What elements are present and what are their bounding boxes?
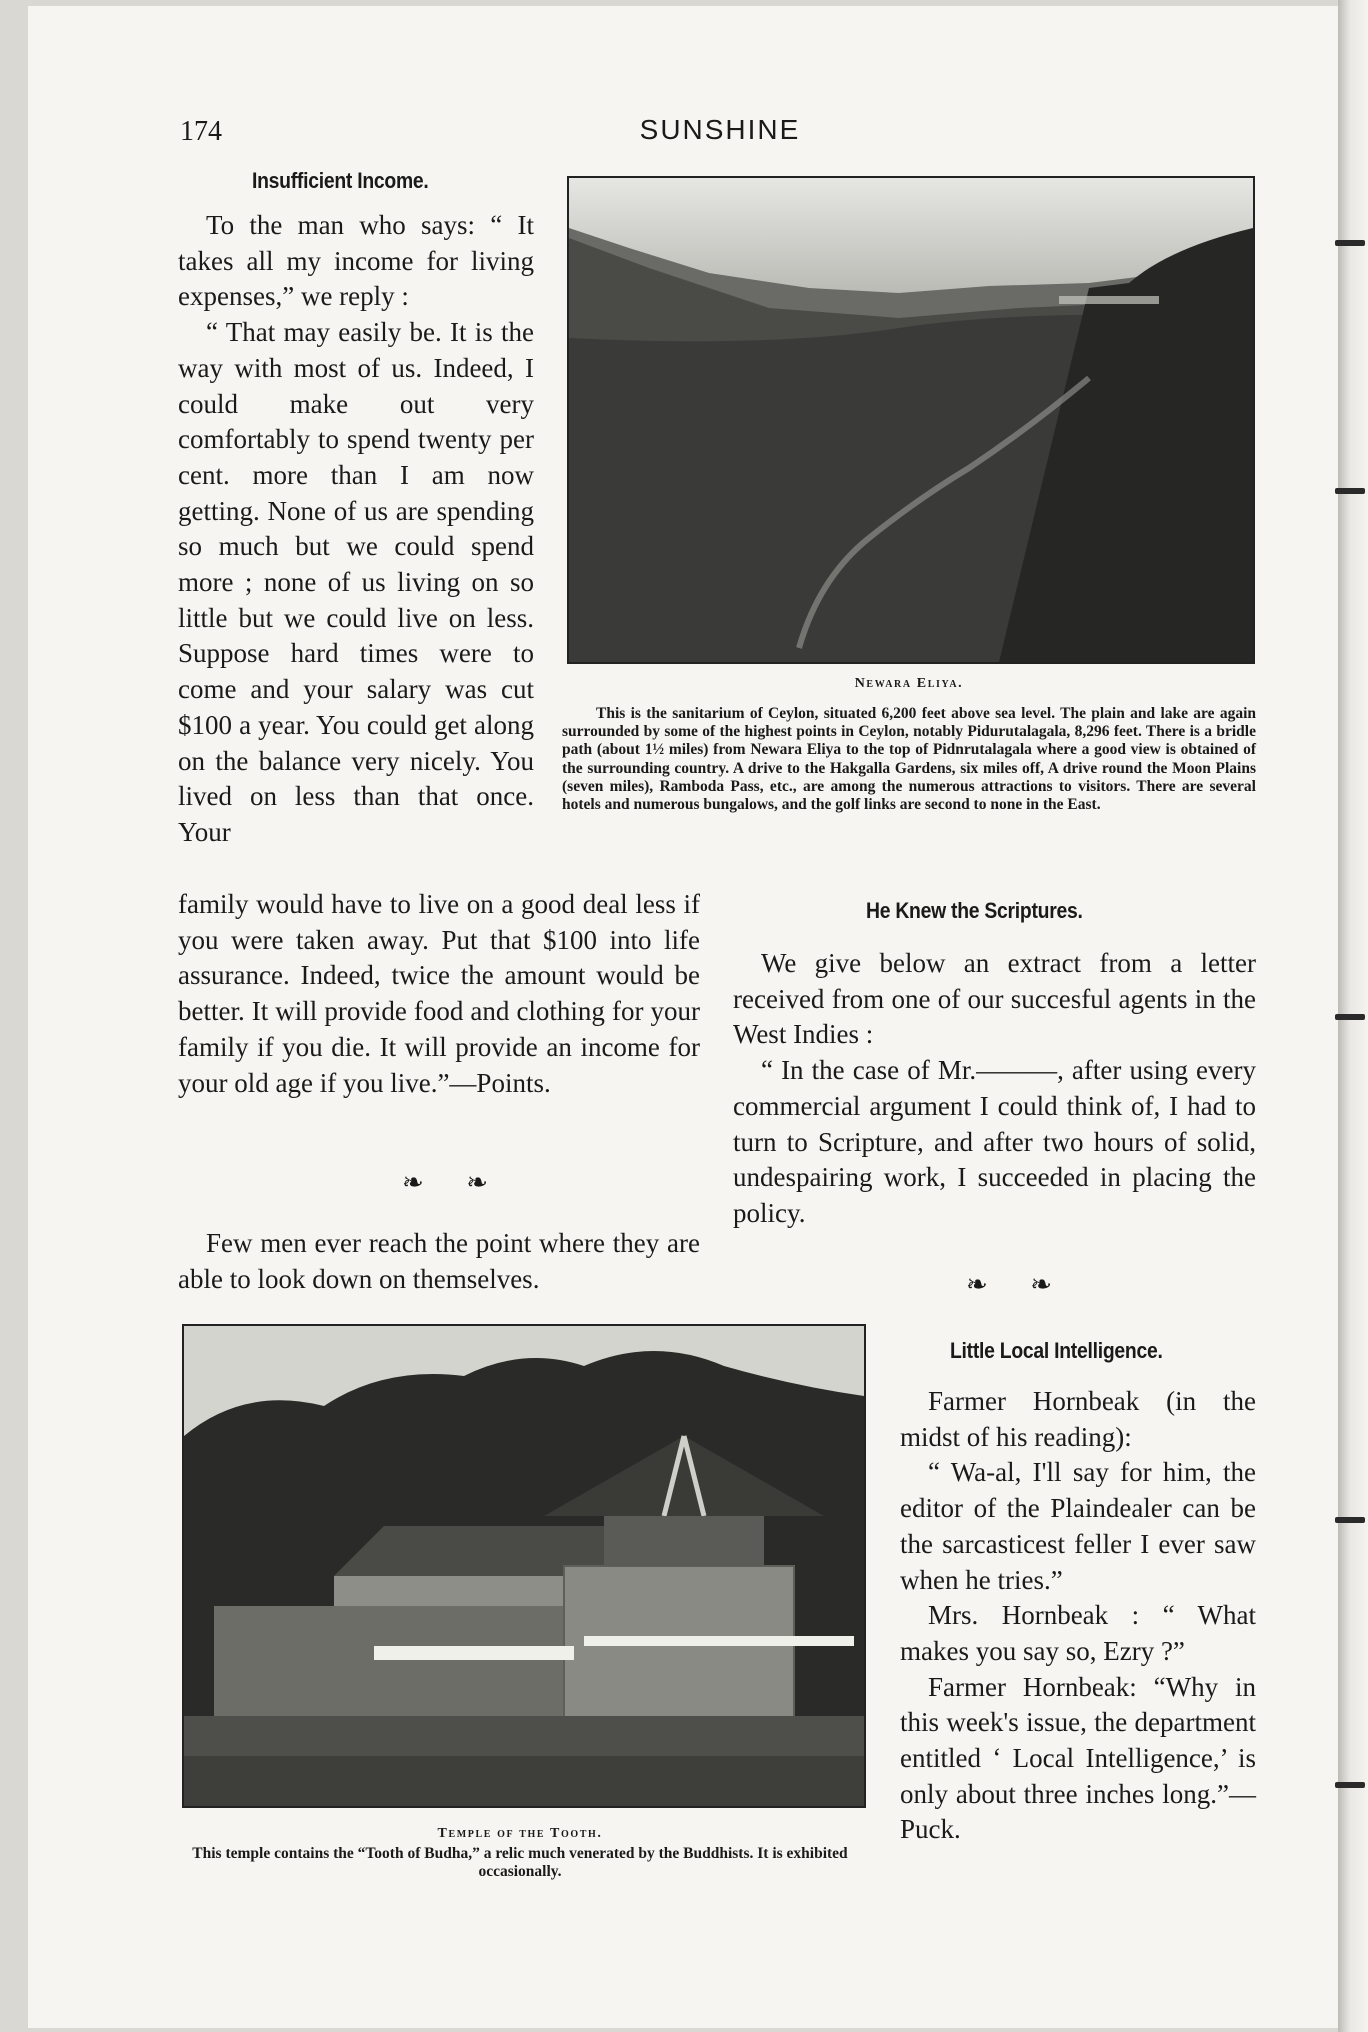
section-ornament: ❧ ❧ <box>966 1270 1071 1299</box>
article-body-he-knew-the-scriptures <box>733 946 1256 1232</box>
paragraph: Farmer Hornbeak (in the midst of his reading): <box>900 1386 1256 1452</box>
paragraph: We give below an extract from a letter received from one of our succesful agents in the West Indies : <box>733 948 1256 1050</box>
paragraph: Few men ever reach the point where they are able to look down on themselves. <box>178 1228 700 1294</box>
page-tab-marker <box>1335 1782 1365 1788</box>
section-ornament: ❧ ❧ <box>402 1168 507 1197</box>
paragraph: family would have to live on a good deal less if you were taken away. Put that $100 into life assurance. Indeed, twice the amount would be better. It will provide food and clothing for your family if you die. It will provide an income for your old age if you live.”—Points. <box>178 889 700 1098</box>
photo-newara-eliya <box>567 176 1255 664</box>
paragraph: Farmer Hornbeak: “Why in this week's issue, the department entitled ‘ Local Intelligence,’ is only about three inches long.”—Puck. <box>900 1671 1256 1845</box>
paragraph: Mrs. Hornbeak : “ What makes you say so, Ezry ?” <box>900 1600 1256 1666</box>
page-number: 174 <box>180 116 222 147</box>
page-tab-marker <box>1335 1517 1365 1523</box>
photo-title: Newara Eliya. <box>854 676 964 691</box>
paragraph: “ That may easily be. It is the way with most of us. Indeed, I could make out very comfortably to spend twenty per cent. more than I am now getting. None of us are spending so much but we could spend more ; none of us living on so little but we could live on less. Suppose hard times were to come and your salary was cut $100 a year. You could get along on the balance very nicely. You lived on less than that once. Your <box>178 317 534 847</box>
paragraph: “ Wa-al, I'll say for him, the editor of the Plaindealer can be the sarcasticest feller I ever saw when he tries.” <box>900 1457 1256 1595</box>
filler-paragraph <box>178 1226 700 1297</box>
running-head: SUNSHINE <box>639 114 801 145</box>
photo-temple-of-the-tooth <box>182 1324 866 1808</box>
paragraph: “ In the case of Mr.———, after using every commercial argument I could think of, I had to turn to Scripture, and after two hours of solid, undespairing work, I succeeded in placing the policy. <box>733 1055 1256 1228</box>
article-heading-insufficient-income: Insufficient Income. <box>252 168 429 193</box>
article-heading-he-knew-the-scriptures: He Knew the Scriptures. <box>866 898 1083 923</box>
page-tab-marker <box>1335 240 1365 246</box>
page-tab-marker <box>1335 488 1365 494</box>
landscape-photo-image <box>569 178 1253 662</box>
article-body-little-local-intelligence <box>900 1384 1256 1848</box>
article-body-insufficient-income-upper <box>178 208 534 851</box>
page-tab-marker <box>1335 1014 1365 1020</box>
temple-photo-image <box>184 1326 864 1806</box>
paragraph: To the man who says: “ It takes all my income for living expenses,” we reply : <box>178 210 534 312</box>
photo-title: Temple of the Tooth. <box>437 1826 603 1841</box>
article-heading-little-local-intelligence: Little Local Intelligence. <box>950 1338 1163 1363</box>
article-body-insufficient-income-lower <box>178 887 700 1101</box>
photo-caption: This temple contains the “Tooth of Budha,” a relic much venerated by the Buddhists. It is exhibited occasionally. <box>192 1845 848 1881</box>
photo-caption: This is the sanitarium of Ceylon, situated 6,200 feet above sea level. The plain and lake are again surrounded by some of the highest points in Ceylon, notably Pidurutalagala, 8,296 feet. There is a bridle path (about 1½ miles) from Newara Eliya to the top of Pidnrutalagala where a good view is obtained of the surrounding country. A drive to the Hakgalla Gardens, six miles off, A drive round the Moon Plains (seven miles), Ramboda Pass, etc., are among the numerous attractions to visitors. There are several hotels and numerous bungalows, and the golf links are second to none in the East. <box>562 705 1256 814</box>
